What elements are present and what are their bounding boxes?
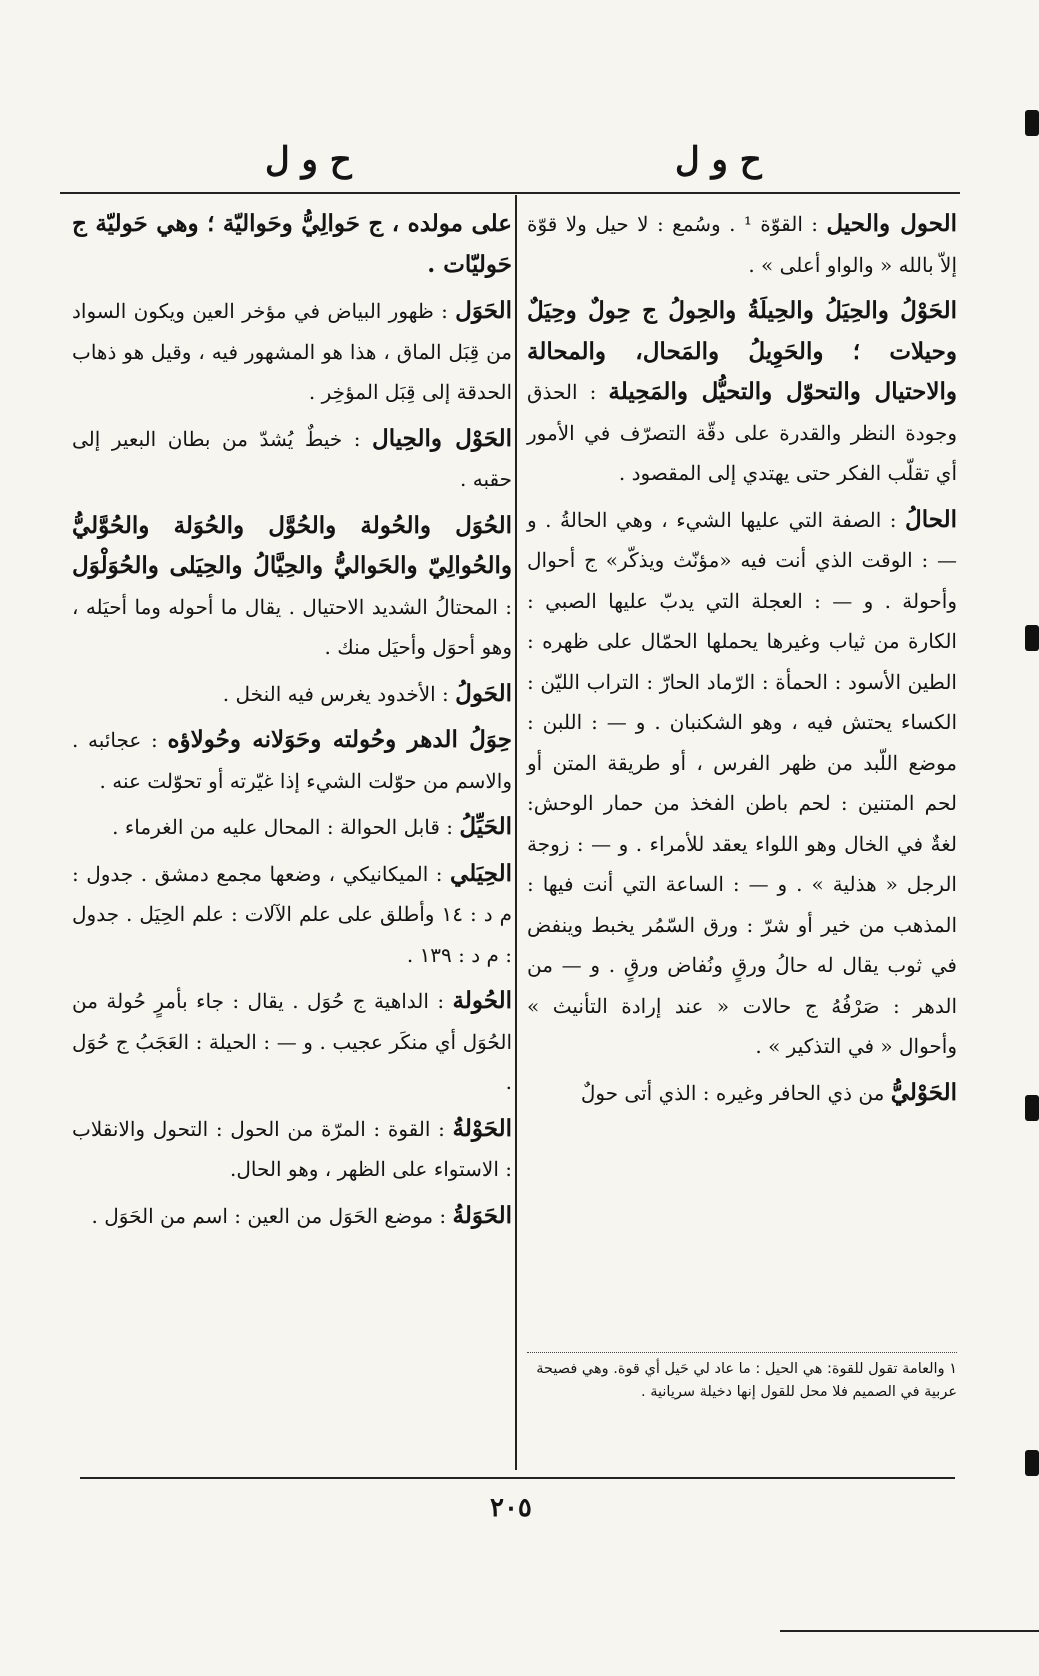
binding-mark: [1025, 110, 1039, 136]
page-number: ٢٠٥: [490, 1493, 532, 1523]
entry-headword: الحَيِّلُ: [459, 813, 512, 840]
entry-definition: : عجائبه . والاسم من حوّلت الشيء إذا غيّرته أو تحوّلت عنه .: [72, 728, 512, 793]
header-root-left: ح و ل: [265, 140, 352, 180]
entry: [527, 500, 957, 1067]
entry-headword: الحَوْلُ والحِيَلُ والحِيلَةُ والحِولُ ج حِولٌ وحِيَلٌ وحيلات ؛ والحَوِيلُ والمَحال، والمحالة والاحتيال والتحوّل والتحيُّل والمَحِيلة: [527, 297, 957, 405]
entry-definition: : القوة : المرّة من الحول : التحول والانقلاب : الاستواء على الظهر ، وهو الحال.: [72, 1116, 512, 1181]
entry: [527, 291, 957, 494]
top-rule: [60, 192, 960, 194]
entry-definition: : قابل الحوالة : المحال عليه من الغرماء .: [112, 815, 454, 839]
entry-headword: الحَوْلةُ: [452, 1114, 513, 1142]
entry: [72, 1196, 512, 1237]
bottom-rule: [80, 1477, 955, 1479]
entry-headword: الحَوْليُّ: [890, 1078, 957, 1106]
entry: [72, 419, 512, 500]
entry-definition: : موضع الحَوَل من العين : اسم من الحَوَل .: [91, 1203, 447, 1228]
column-divider: [515, 195, 517, 1470]
entry-headword: الحَوَلةُ: [452, 1201, 512, 1229]
footnote-separator: [527, 1352, 957, 1353]
scan-edge-rule: [780, 1630, 1039, 1632]
entry-headword: الحَولُ: [455, 679, 512, 707]
entry: [72, 204, 512, 285]
footnote-text: والعامة تقول للقوة: هي الحيل : ما عاد لي حَيل أي قوة. وهي فصيحة عربية في الصميم فلا محل للقول إنها دخيلة سريانية .: [536, 1361, 957, 1400]
binding-mark: [1025, 625, 1039, 651]
entry-definition: : المحتالُ الشديد الاحتيال . يقال ما أحوله وما أحيَله ، وهو أحوَل وأحيَل منك .: [72, 594, 512, 659]
entry: [72, 506, 512, 668]
left-column: [72, 204, 512, 1242]
entry: [72, 720, 512, 801]
entry-definition: : الداهية ج حُوَل . يقال : جاء بأمرٍ حُولة من الحُوَل أي منكَر عجيب . و — : الحيلة : العَجَبُ ج حُوَل .: [72, 989, 512, 1094]
entry-definition: : القوّة ¹ . وسُمع : لا حيل ولا قوّة إلاّ بالله « والواو أعلى » .: [527, 212, 957, 277]
entry-headword: الحالُ: [905, 505, 957, 533]
entry-definition: على مولده ، ج حَوالِيُّ وحَواليّة ؛ وهي حَوليّة ج حَوليّات .: [72, 210, 512, 278]
entry-headword: الحِيَلي: [450, 859, 513, 887]
entry-headword: الحُولة: [452, 987, 512, 1014]
header-root-right: ح و ل: [675, 140, 762, 180]
entry: [72, 807, 512, 848]
entry-definition: : الصفة التي عليها الشيء ، وهي الحالةُ . و — : الوقت الذي أنت فيه «مؤنّث ويذكّر» ج أحوال وأحولة . و — : العجلة التي يدبّ عليها الصبي : الكارة من ثياب وغيرها يحملها الحمّال على ظهره : الطين الأسود : الحمأة : الرّماد الحارّ : التراب الليّن : الكساء يحتش فيه ، وهو الشكنبان . و — : اللبن : موضع اللّبد من ظهر الفرس ، أو طريقة المتن أو لحم المتنين : لحم باطن الفخذ من حمار الوحش: لغةٌ في الخال وهو اللواء يعقد للأمراء . و — : زوجة الرجل « هذلية » . و — : الساعة التي أنت فيها : المذهب من خير أو شرّ : ورق السّمُر يخبط وينفض في ثوب يقال له حالُ ورقٍ ونُفاض ورقٍ . و — من الدهر : صَرْفُهُ ج حالات « عند إرادة التأنيث » وأحوال « في التذكير » .: [527, 507, 958, 1058]
entry-headword: حِوَلُ الدهر وحُولته وحَوَلانه وحُولاؤه: [167, 726, 512, 753]
entry-definition: : الأخدود يغرس فيه النخل .: [222, 681, 449, 706]
entry-headword: الحَوْل والحِيال: [372, 424, 513, 452]
entry-definition: : الحذق وجودة النظر والقدرة على دقّة التصرّف في الأمور أي تقلّب الفكر حتى يهتدي إلى المقصود .: [527, 380, 957, 485]
binding-mark: [1025, 1095, 1039, 1121]
entry: [72, 1109, 512, 1190]
entry-headword: الحَوَل: [455, 297, 512, 324]
entry-definition: : ظهور البياض في مؤخر العين ويكون السواد من قِبَل الماق ، هذا هو المشهور فيه ، وقيل هو ذهاب الحدقة إلى قِبَل المؤخِر .: [72, 299, 512, 404]
entry-headword: الحول والحيل: [826, 210, 958, 237]
entry: [72, 674, 512, 715]
entry-definition: من ذي الحافر وغيره : الذي أتى حولٌ: [580, 1080, 885, 1105]
entry: [72, 854, 512, 976]
entry-headword: الحُوَل والحُولة والحُوَّل والحُوَلة والحُوَّليُّ والحُوالِيّ والحَواليُّ والحِيَّالُ والحِيَلى والحُوَلْوَل: [72, 511, 512, 579]
entry-definition: : خيطٌ يُشدّ من بطان البعير إلى حقبه .: [72, 426, 512, 491]
footnote-number: ١: [949, 1361, 957, 1377]
footnote: [527, 1358, 957, 1404]
entry-definition: : الميكانيكي ، وضعها مجمع دمشق . جدول : م د : ١٤ وأطلق على علم الآلات : علم الحِيَل . جدول : م د : ١٣٩ .: [72, 861, 512, 967]
entry: [72, 981, 512, 1103]
entry: [527, 204, 957, 285]
entry: [72, 291, 512, 413]
right-column: [527, 204, 957, 1119]
entry: [527, 1073, 957, 1114]
binding-mark: [1025, 1450, 1039, 1476]
